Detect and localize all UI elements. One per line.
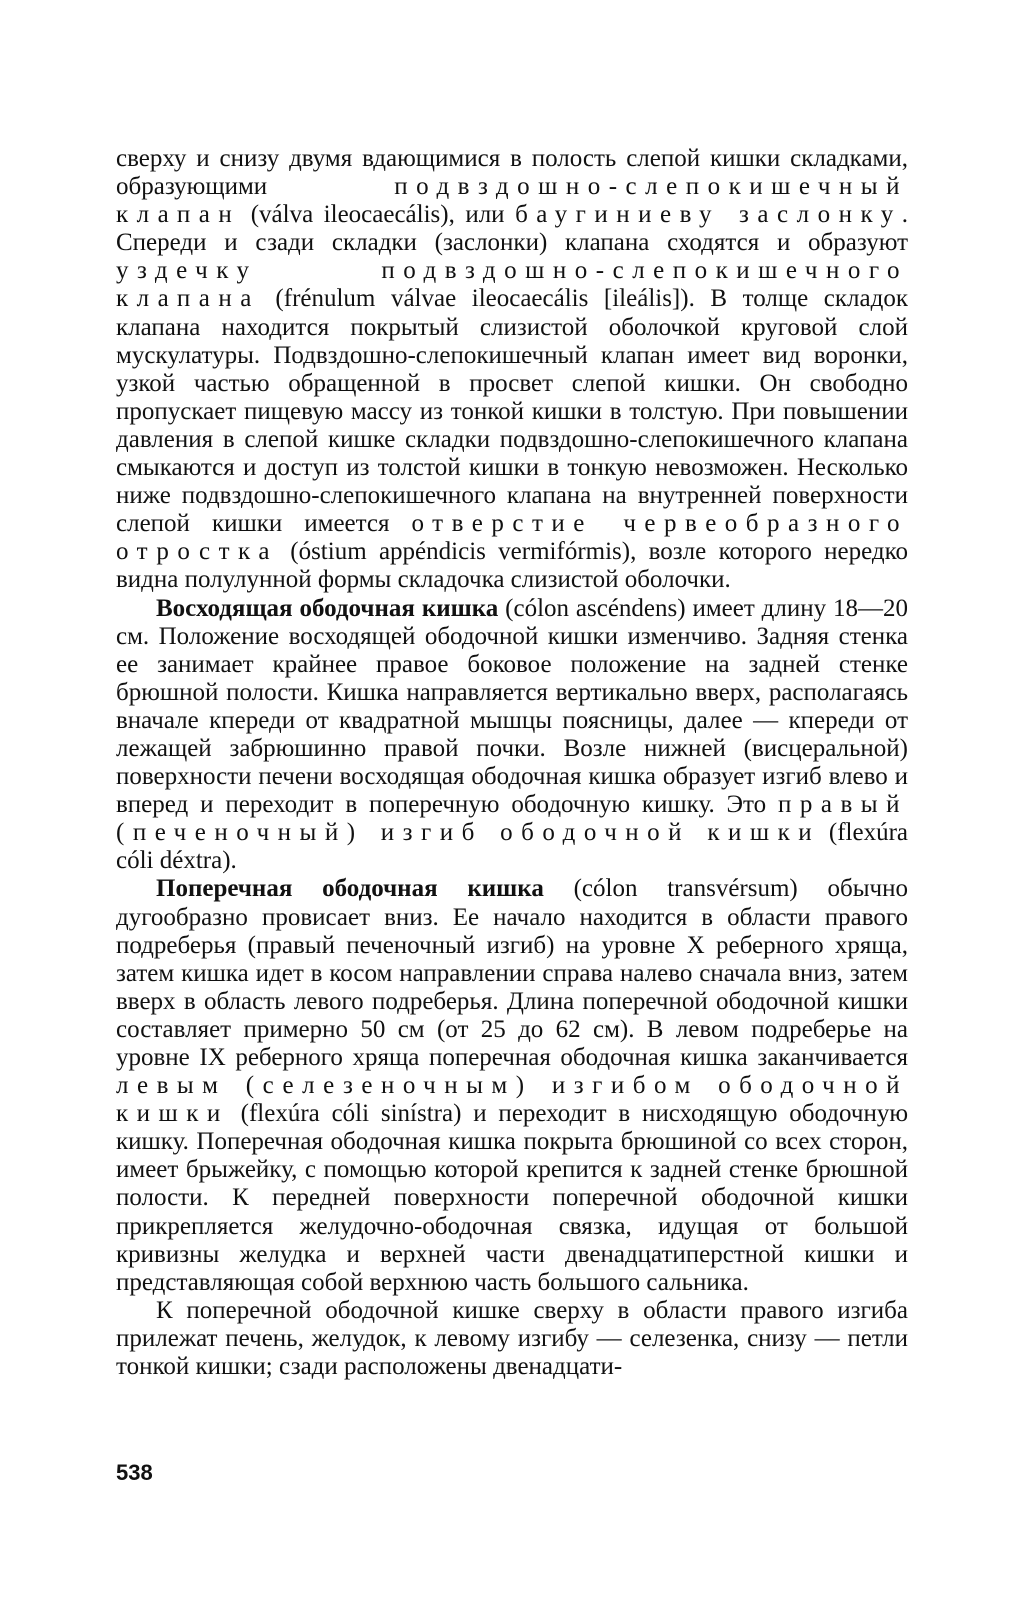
text-run: (frénulum válvae ileocaecális [ileális]). В толще складок клапана находится покрытый слизистой оболочкой круговой слой мускулатуры. Подвздошно-слепокишечный клапан имеет вид воронки, узкой частью обращенной в просвет слепой кишки. Он свободно пропускает пищевую массу из тонкой кишки в толстую. При повышении давления в слепой кишке складки подвздошно-слепокишечного клапана смыкаются и доступ из толстой кишки в тонкую невозможен. Несколько ниже подвздошно-слепокишечного клапана на внутренней поверхности слепой кишки имеется xyxy=(116,285,908,538)
text-run: (flexúra cóli déxtra). xyxy=(116,819,908,875)
page-number: 538 xyxy=(116,1460,153,1485)
section-heading: Поперечная ободочная кишка xyxy=(156,875,544,903)
text-run: сверху и снизу двумя вдающимися в полость слепой кишки складками, образующими xyxy=(116,145,908,201)
paragraph xyxy=(116,875,908,1296)
spaced-term: отверстие червеобразного отростка xyxy=(116,510,908,566)
text-run: (cólon transvérsum) обычно дугообразно провисает вниз. Ее начало находится в области правого подреберья (правый печеночный изгиб) на уровне X реберного хряща, затем кишка идет в косом направлении справа налево сначала вниз, затем вверх в область левого подреберья. Длина поперечной ободочной кишки составляет примерно 50 см (от 25 до 62 см). В левом подреберье на уровне IX реберного хряща поперечная ободочная кишка заканчивается xyxy=(116,875,908,1071)
text-run: К поперечной ободочной кишке сверху в области правого изгиба прилежат печень, желудок, к левому изгибу — селезенка, снизу — петли тонкой кишки; сзади расположены двенадцати- xyxy=(116,1296,908,1381)
page-body xyxy=(116,145,908,1565)
text-run: (flexúra cóli sinístra) и переходит в нисходящую ободочную кишку. Поперечная ободочная кишка покрыта брюшиной со всех сторон, имеет брыжейку, с помощью которой крепится к задней стенке брюшной полости. К передней поверхности поперечной ободочной кишки прикрепляется желудочно-ободочная связка, идущая от большой кривизны желудка и верхней части двенадцатиперстной кишки и представляющая собой верхнюю часть большого сальника. xyxy=(116,1100,908,1296)
paragraph xyxy=(116,595,908,876)
body-text xyxy=(116,145,908,1381)
paragraph xyxy=(116,1297,908,1381)
spaced-term: подвздошно-слепокишечный клапан xyxy=(116,173,908,229)
section-heading: Восходящая ободочная кишка xyxy=(156,594,499,622)
spaced-term: левым (селезеночным) изгибом ободочной кишки xyxy=(116,1072,908,1128)
text-run: (válva ileocaecális), или xyxy=(240,201,516,229)
text-run: . Спереди и сзади складки (заслонки) клапана сходятся и образуют xyxy=(116,201,908,257)
spaced-term: баугиниеву заслонку xyxy=(515,201,902,229)
text-run: (óstium appéndicis vermifórmis), возле которого нередко видна полулунной формы складочка слизистой оболочки. xyxy=(116,538,908,594)
spaced-term: уздечку подвздошно-слепокишечного клапана xyxy=(116,257,908,313)
spaced-term: правый (печеночный) изгиб ободочной кишки xyxy=(116,791,908,847)
paragraph xyxy=(116,145,908,595)
text-run: (cólon ascéndens) имеет длину 18—20 см. Положение восходящей ободочной кишки изменчиво. Задняя стенка ее занимает крайнее правое боковое положение на задней стенке брюшной полости. Кишка направляется вертикально вверх, располагаясь вначале кпереди от квадратной мышцы поясницы, далее — кпереди от лежащей забрюшинно правой почки. Возле нижней (висцеральной) поверхности печени восходящая ободочная кишка образует изгиб влево и вперед и переходит в поперечную ободочную кишку. Это xyxy=(116,594,908,819)
